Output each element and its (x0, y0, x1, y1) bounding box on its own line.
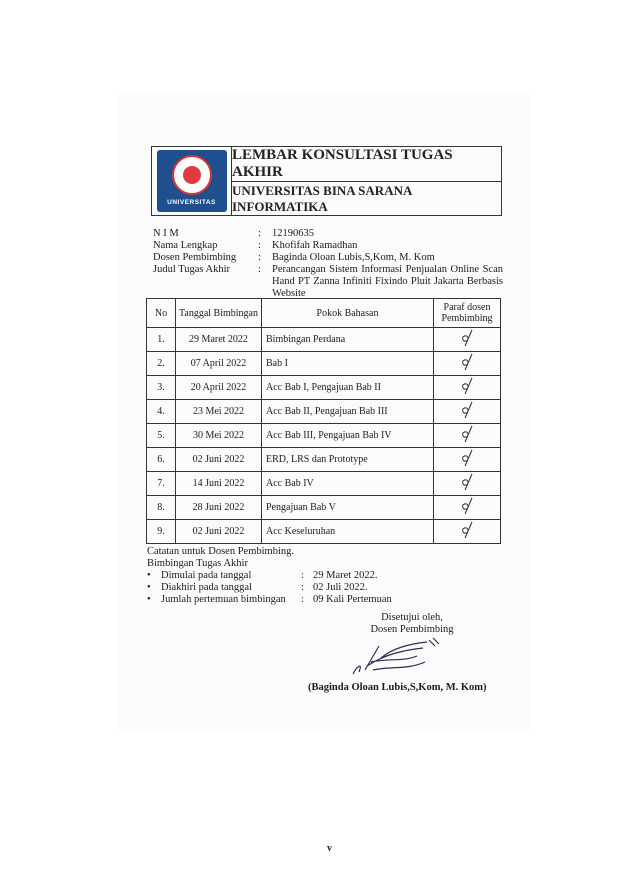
initial-mark-icon (460, 520, 474, 540)
row-signature (434, 496, 501, 520)
notes-item-colon: : (301, 570, 304, 581)
document-title: LEMBAR KONSULTASI TUGAS AKHIR (232, 147, 501, 182)
table-row (147, 352, 501, 376)
row-topic: Acc Bab I, Pengajuan Bab II (262, 376, 434, 400)
header-date: Tanggal Bimbingan (176, 299, 262, 328)
header-no: No (147, 299, 176, 328)
notes-item-colon: : (301, 582, 304, 593)
notes-item-value: 02 Juli 2022. (313, 582, 368, 593)
notes-item-value: 09 Kali Pertemuan (313, 594, 392, 605)
info-row-name (153, 240, 503, 252)
info-row-advisor (153, 252, 503, 264)
row-no: 9. (147, 520, 176, 544)
info-label: Nama Lengkap (153, 240, 218, 251)
info-value: 12190635 (272, 228, 314, 239)
row-topic: Acc Keseluruhan (262, 520, 434, 544)
notes-section (147, 546, 507, 606)
bullet-icon: • (147, 570, 151, 581)
notes-title: Catatan untuk Dosen Pembimbing. (147, 546, 294, 557)
row-signature (434, 376, 501, 400)
info-colon: : (258, 264, 261, 275)
row-signature (434, 328, 501, 352)
row-no: 4. (147, 400, 176, 424)
header-sign: Paraf dosen Pembimbing (434, 299, 501, 328)
row-date: 20 April 2022 (176, 376, 262, 400)
row-no: 3. (147, 376, 176, 400)
row-signature (434, 472, 501, 496)
row-no: 5. (147, 424, 176, 448)
student-info (153, 228, 503, 300)
info-label: Judul Tugas Akhir (153, 264, 231, 275)
row-date: 14 Juni 2022 (176, 472, 262, 496)
info-row-thesis-title (153, 264, 503, 300)
table-row (147, 328, 501, 352)
notes-item-value: 29 Maret 2022. (313, 570, 378, 581)
row-signature (434, 400, 501, 424)
notes-item (147, 582, 507, 594)
initial-mark-icon (460, 352, 474, 372)
table-row (147, 520, 501, 544)
institution-name: UNIVERSITAS BINA SARANA INFORMATIKA (232, 182, 412, 214)
initial-mark-icon (460, 496, 474, 516)
info-value: Perancangan Sistem Informasi Penjualan Online Scan Hand PT Zanna Infiniti Fixindo Pluit Jakarta Berbasis Website (272, 264, 503, 299)
row-topic: Acc Bab III, Pengajuan Bab IV (262, 424, 434, 448)
initial-mark-icon (460, 472, 474, 492)
notes-item-label: Diakhiri pada tanggal (161, 582, 252, 593)
approval-block (352, 612, 472, 636)
row-topic: Acc Bab IV (262, 472, 434, 496)
initial-mark-icon (460, 376, 474, 396)
notes-subtitle: Bimbingan Tugas Akhir (147, 558, 248, 569)
info-label: N I M (153, 228, 179, 239)
row-signature (434, 352, 501, 376)
logo-text: UNIVERSITAS (167, 199, 216, 206)
row-date: 28 Juni 2022 (176, 496, 262, 520)
page-number: v (327, 843, 332, 854)
row-no: 1. (147, 328, 176, 352)
row-topic: Bimbingan Perdana (262, 328, 434, 352)
notes-item-label: Jumlah pertemuan bimbingan (161, 594, 286, 605)
info-label: Dosen Pembimbing (153, 252, 237, 263)
university-logo (157, 150, 227, 212)
info-colon: : (258, 240, 261, 251)
notes-item (147, 594, 507, 606)
title-cell (232, 147, 501, 215)
row-date: 02 Juni 2022 (176, 520, 262, 544)
table-row (147, 376, 501, 400)
table-header-row (147, 299, 501, 328)
table-row (147, 424, 501, 448)
bullet-icon: • (147, 582, 151, 593)
row-no: 7. (147, 472, 176, 496)
initial-mark-icon (460, 448, 474, 468)
bullet-icon: • (147, 594, 151, 605)
row-date: 23 Mei 2022 (176, 400, 262, 424)
consultation-table (146, 298, 501, 544)
table-row (147, 400, 501, 424)
info-colon: : (258, 252, 261, 263)
logo-cell (152, 147, 232, 215)
emblem-icon (172, 155, 212, 195)
row-date: 29 Maret 2022 (176, 328, 262, 352)
row-topic: Pengajuan Bab V (262, 496, 434, 520)
table-row (147, 448, 501, 472)
initial-mark-icon (460, 400, 474, 420)
table-row (147, 472, 501, 496)
info-row-nim (153, 228, 503, 240)
notes-item-colon: : (301, 594, 304, 605)
notes-item-label: Dimulai pada tanggal (161, 570, 252, 581)
row-topic: ERD, LRS dan Prototype (262, 448, 434, 472)
row-date: 07 April 2022 (176, 352, 262, 376)
row-no: 8. (147, 496, 176, 520)
info-colon: : (258, 228, 261, 239)
info-value: Baginda Oloan Lubis,S,Kom, M. Kom (272, 252, 435, 263)
row-no: 2. (147, 352, 176, 376)
header-topic: Pokok Bahasan (262, 299, 434, 328)
row-signature (434, 424, 501, 448)
header-box (151, 146, 502, 216)
initial-mark-icon (460, 328, 474, 348)
info-value: Khofifah Ramadhan (272, 240, 358, 251)
table-row (147, 496, 501, 520)
approval-line1: Disetujui oleh, (381, 612, 443, 623)
row-no: 6. (147, 448, 176, 472)
signer-name: (Baginda Oloan Lubis,S,Kom, M. Kom) (308, 682, 487, 693)
row-date: 02 Juni 2022 (176, 448, 262, 472)
row-topic: Bab I (262, 352, 434, 376)
approval-line2: Dosen Pembimbing (370, 624, 454, 635)
row-date: 30 Mei 2022 (176, 424, 262, 448)
signature-icon (345, 636, 445, 682)
notes-item (147, 570, 507, 582)
row-signature (434, 448, 501, 472)
row-signature (434, 520, 501, 544)
row-topic: Acc Bab II, Pengajuan Bab III (262, 400, 434, 424)
initial-mark-icon (460, 424, 474, 444)
